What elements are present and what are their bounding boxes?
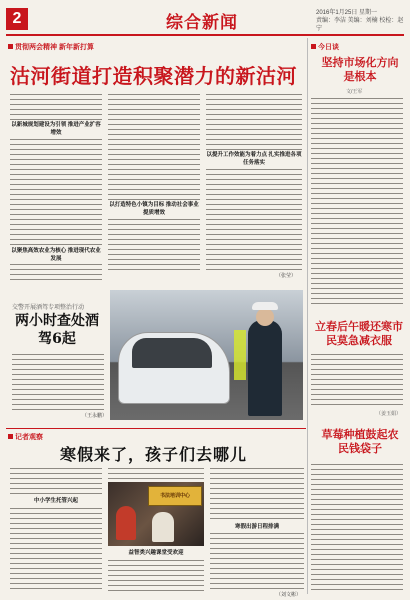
sidebar-text-1 (311, 96, 403, 308)
photo-story-headline: 两小时查处酒驾6起 (15, 313, 99, 347)
reflective-vest-shape (234, 330, 246, 380)
winter-subhead-3: 寒假出游日程排满 (210, 522, 304, 530)
sidebar-headline-3: 草莓种植鼓起农民钱袋子 (321, 428, 399, 455)
child-shape-1 (116, 506, 136, 540)
feature-text-col-3 (206, 92, 302, 270)
winter-headline: 寒假来了，孩子们去哪儿 (60, 445, 248, 464)
photo-story-credit: （王永鹏） (82, 413, 108, 419)
feature-subhead-2: 以聚焦高效农业为核心 推进现代农业发展 (11, 248, 101, 262)
sidebar-credit-2: （姜玉娟） (376, 411, 402, 417)
winter-text-col-2 (108, 466, 204, 480)
winter-text-col-3 (108, 558, 204, 592)
officer-shape (248, 320, 282, 416)
sidebar-text-3 (311, 462, 403, 592)
sidebar-text-2 (311, 352, 403, 408)
issue-meta: 2016年1月25日 星期一 责编：李洁 美编：刘楠 校检：赵宁 (316, 10, 404, 32)
page-header (6, 6, 404, 32)
header-rule (6, 34, 404, 36)
feature-subhead-1: 以新城规划建设为引领 推进产业扩容增效 (11, 122, 101, 136)
feature-kicker: 贯彻两会精神 新年新打算 (8, 42, 94, 52)
feature-credit: （张莹） (276, 273, 297, 279)
winter-subhead-2: 益智类兴趣课堂受欢迎 (108, 548, 204, 556)
sidebar-headline-1: 坚持市场化方向是根本 (321, 56, 399, 83)
section-rule (6, 428, 306, 429)
winter-kicker: 记者观察 (8, 432, 43, 442)
child-shape-2 (152, 512, 174, 542)
winter-text-col-1 (10, 466, 102, 592)
officer-cap-shape (252, 302, 278, 310)
winter-subhead-1: 中小学生托管兴起 (10, 496, 102, 504)
sidebar-byline-1: 文/王军 (346, 89, 363, 95)
traffic-police-photo (110, 290, 303, 420)
feature-text-col-2 (108, 92, 200, 270)
page-number: 2 (6, 8, 28, 30)
windshield-shape (132, 338, 212, 368)
classroom-sign: 书法培训中心 (148, 486, 202, 506)
children-class-photo (108, 482, 204, 546)
photo-story-kicker: 交警开展酒驾专项整治行动 (12, 305, 85, 311)
feature-subhead-3: 以打造特色小镇为目标 推动社会事业提质增效 (109, 202, 199, 216)
sidebar-headline-2: 立春后午暖还寒市民莫急减衣服 (315, 320, 403, 347)
winter-credit: （刘文彬） (276, 592, 302, 598)
officer-head-shape (256, 308, 274, 326)
feature-headline: 沽河街道打造积聚潜力的新沽河 (10, 64, 297, 88)
feature-subhead-4: 以提升工作效能为着力点 扎实推进各项任务落实 (206, 152, 302, 166)
photo-story-text (12, 352, 104, 410)
section-title: 综合新闻 (166, 13, 238, 33)
column-divider (307, 38, 308, 594)
sidebar-kicker: 今日谈 (311, 42, 339, 52)
